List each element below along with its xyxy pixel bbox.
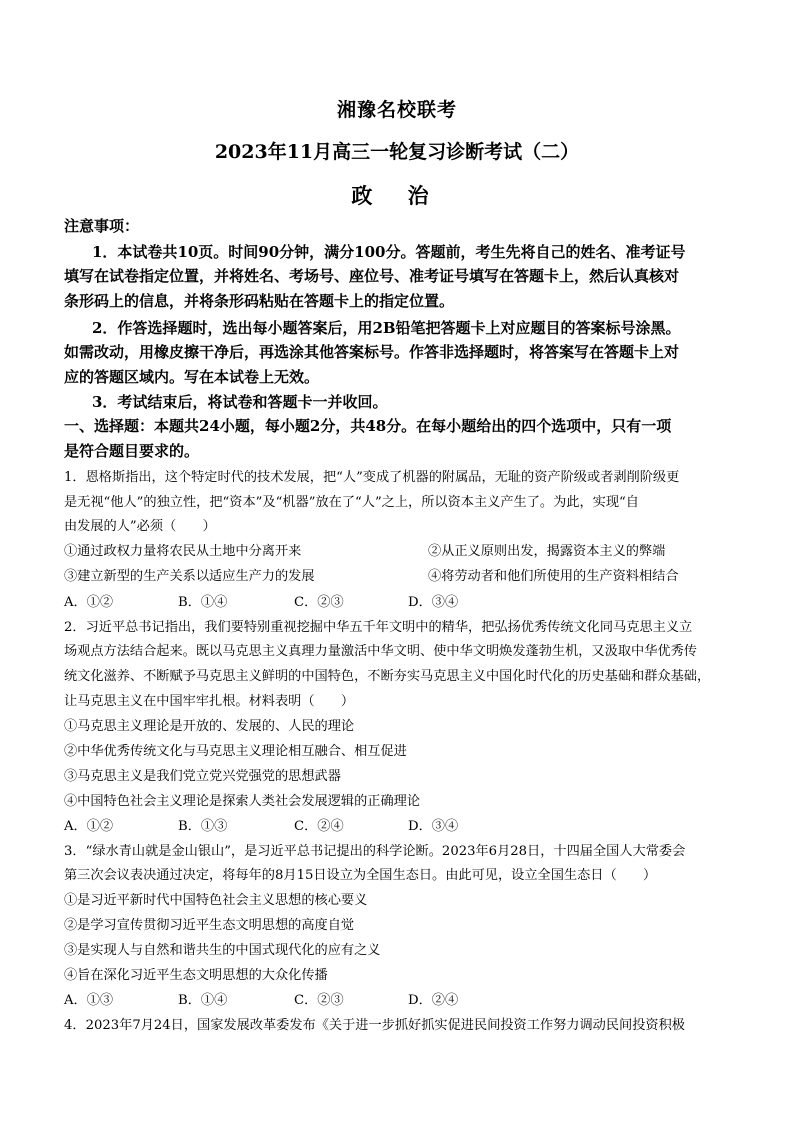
notice-line: 填写在试卷指定位置，并将姓名、考场号、座位号、准考证号填写在答题卡上，然后认真核对 <box>64 267 680 285</box>
statement: ①通过政权力量将农民从土地中分离开来 <box>64 544 302 559</box>
statement: ③建立新型的生产关系以适应生产力的发展 <box>64 569 315 584</box>
notice-line: 3．考试结束后，将试卷和答题卡一并收回。 <box>92 393 388 411</box>
answer-choice: C．②③ <box>294 993 344 1008</box>
statement: ②从正义原则出发，揭露资本主义的弊端 <box>428 544 666 559</box>
exam-subtitle: 2023年11月高三一轮复习诊断考试（二） <box>214 141 580 163</box>
answer-choice: D．③④ <box>408 595 459 610</box>
answer-choice: A．①③ <box>64 993 114 1008</box>
section-heading: 一、选择题：本题共24小题，每小题2分，共48分。在每小题给出的四个选项中，只有一项 <box>64 417 672 435</box>
statement: ④旨在深化习近平生态文明思想的大众化传播 <box>64 968 328 983</box>
answer-choice: B．①③ <box>178 819 228 834</box>
statement: ②中华优秀传统文化与马克思主义理论相互融合、相互促进 <box>64 744 407 759</box>
question-stem: 让马克思主义在中国牢牢扎根。材料表明（ ） <box>64 694 355 709</box>
statement: ③马克思主义是我们党立党兴党强党的思想武器 <box>64 769 341 784</box>
answer-choice: D．②④ <box>408 993 459 1008</box>
statement: ④中国特色社会主义理论是探索人类社会发展逻辑的正确理论 <box>64 794 421 809</box>
statement: ②是学习宣传贯彻习近平生态文明思想的高度自觉 <box>64 918 355 933</box>
question-stem: 由发展的人”必须（ ） <box>64 519 216 534</box>
answer-choice: C．②④ <box>294 819 344 834</box>
answer-choice: A．①② <box>64 595 114 610</box>
exam-title: 湘豫名校联考 <box>336 99 457 121</box>
question-stem: 1．恩格斯指出，这个特定时代的技术发展，把“人”变成了机器的附属品，无耻的资产阶级或者剥削阶级更 <box>64 470 680 485</box>
statement: ①马克思主义理论是开放的、发展的、人民的理论 <box>64 719 355 734</box>
statement: ④将劳动者和他们所使用的生产资料相结合 <box>428 569 679 584</box>
notice-line: 条形码上的信息，并将条形码粘贴在答题卡上的指定位置。 <box>64 292 455 310</box>
notice-line: 如需改动，用橡皮擦干净后，再选涂其他答案标号。作答非选择题时，将答案写在答题卡上对 <box>64 343 680 361</box>
notice-line: 2．作答选择题时，选出每小题答案后，用2B铅笔把答题卡上对应题目的答案标号涂黑。 <box>92 319 681 337</box>
notice-heading: 注意事项： <box>64 217 140 235</box>
notice-line: 1．本试卷共10页。时间90分钟，满分100分。答题前，考生先将自己的姓名、准考证号 <box>92 243 686 261</box>
question-stem: 2．习近平总书记指出，我们要特别重视挖掘中华五千年文明中的精华，把弘扬优秀传统文化同马克思主义立 <box>64 620 693 635</box>
question-stem: 3．“绿水青山就是金山银山”，是习近平总书记提出的科学论断。2023年6月28日，十四届全国人大常委会 <box>64 844 686 859</box>
statement: ③是实现人与自然和谐共生的中国式现代化的应有之义 <box>64 943 381 958</box>
answer-choice: C．②③ <box>294 595 344 610</box>
answer-choice: B．①④ <box>178 993 228 1008</box>
answer-choice: A．①② <box>64 819 114 834</box>
answer-choice: B．①④ <box>178 595 228 610</box>
subject-title: 政 治 <box>351 183 443 208</box>
notice-line: 应的答题区域内。写在本试卷上无效。 <box>64 368 320 386</box>
question-stem: 第三次会议表决通过决定，将每年的8月15日设立为全国生态日。由此可见，设立全国生态日（ ） <box>64 868 657 883</box>
question-stem: 4．2023年7月24日，国家发展改革委发布《关于进一步抓好抓实促进民间投资工作努力调动民间投资积极 <box>64 1018 685 1033</box>
question-stem: 场观点方法结合起来。既以马克思主义真理力量激活中华文明、使中华文明焕发蓬勃生机，又汲取中华优秀传 <box>64 644 697 659</box>
statement: ①是习近平新时代中国特色社会主义思想的核心要义 <box>64 893 368 908</box>
answer-choice: D．③④ <box>408 819 459 834</box>
question-stem: 是无视“他人”的独立性，把“资本”及“机器”放在了“人”之上，所以资本主义产生了。为此，实现“自 <box>64 495 639 510</box>
section-heading: 是符合题目要求的。 <box>64 442 200 460</box>
question-stem: 统文化滋养、不断赋予马克思主义鲜明的中国特色，不断夯实马克思主义中国化时代化的历史基础和群众基础， <box>64 669 711 684</box>
